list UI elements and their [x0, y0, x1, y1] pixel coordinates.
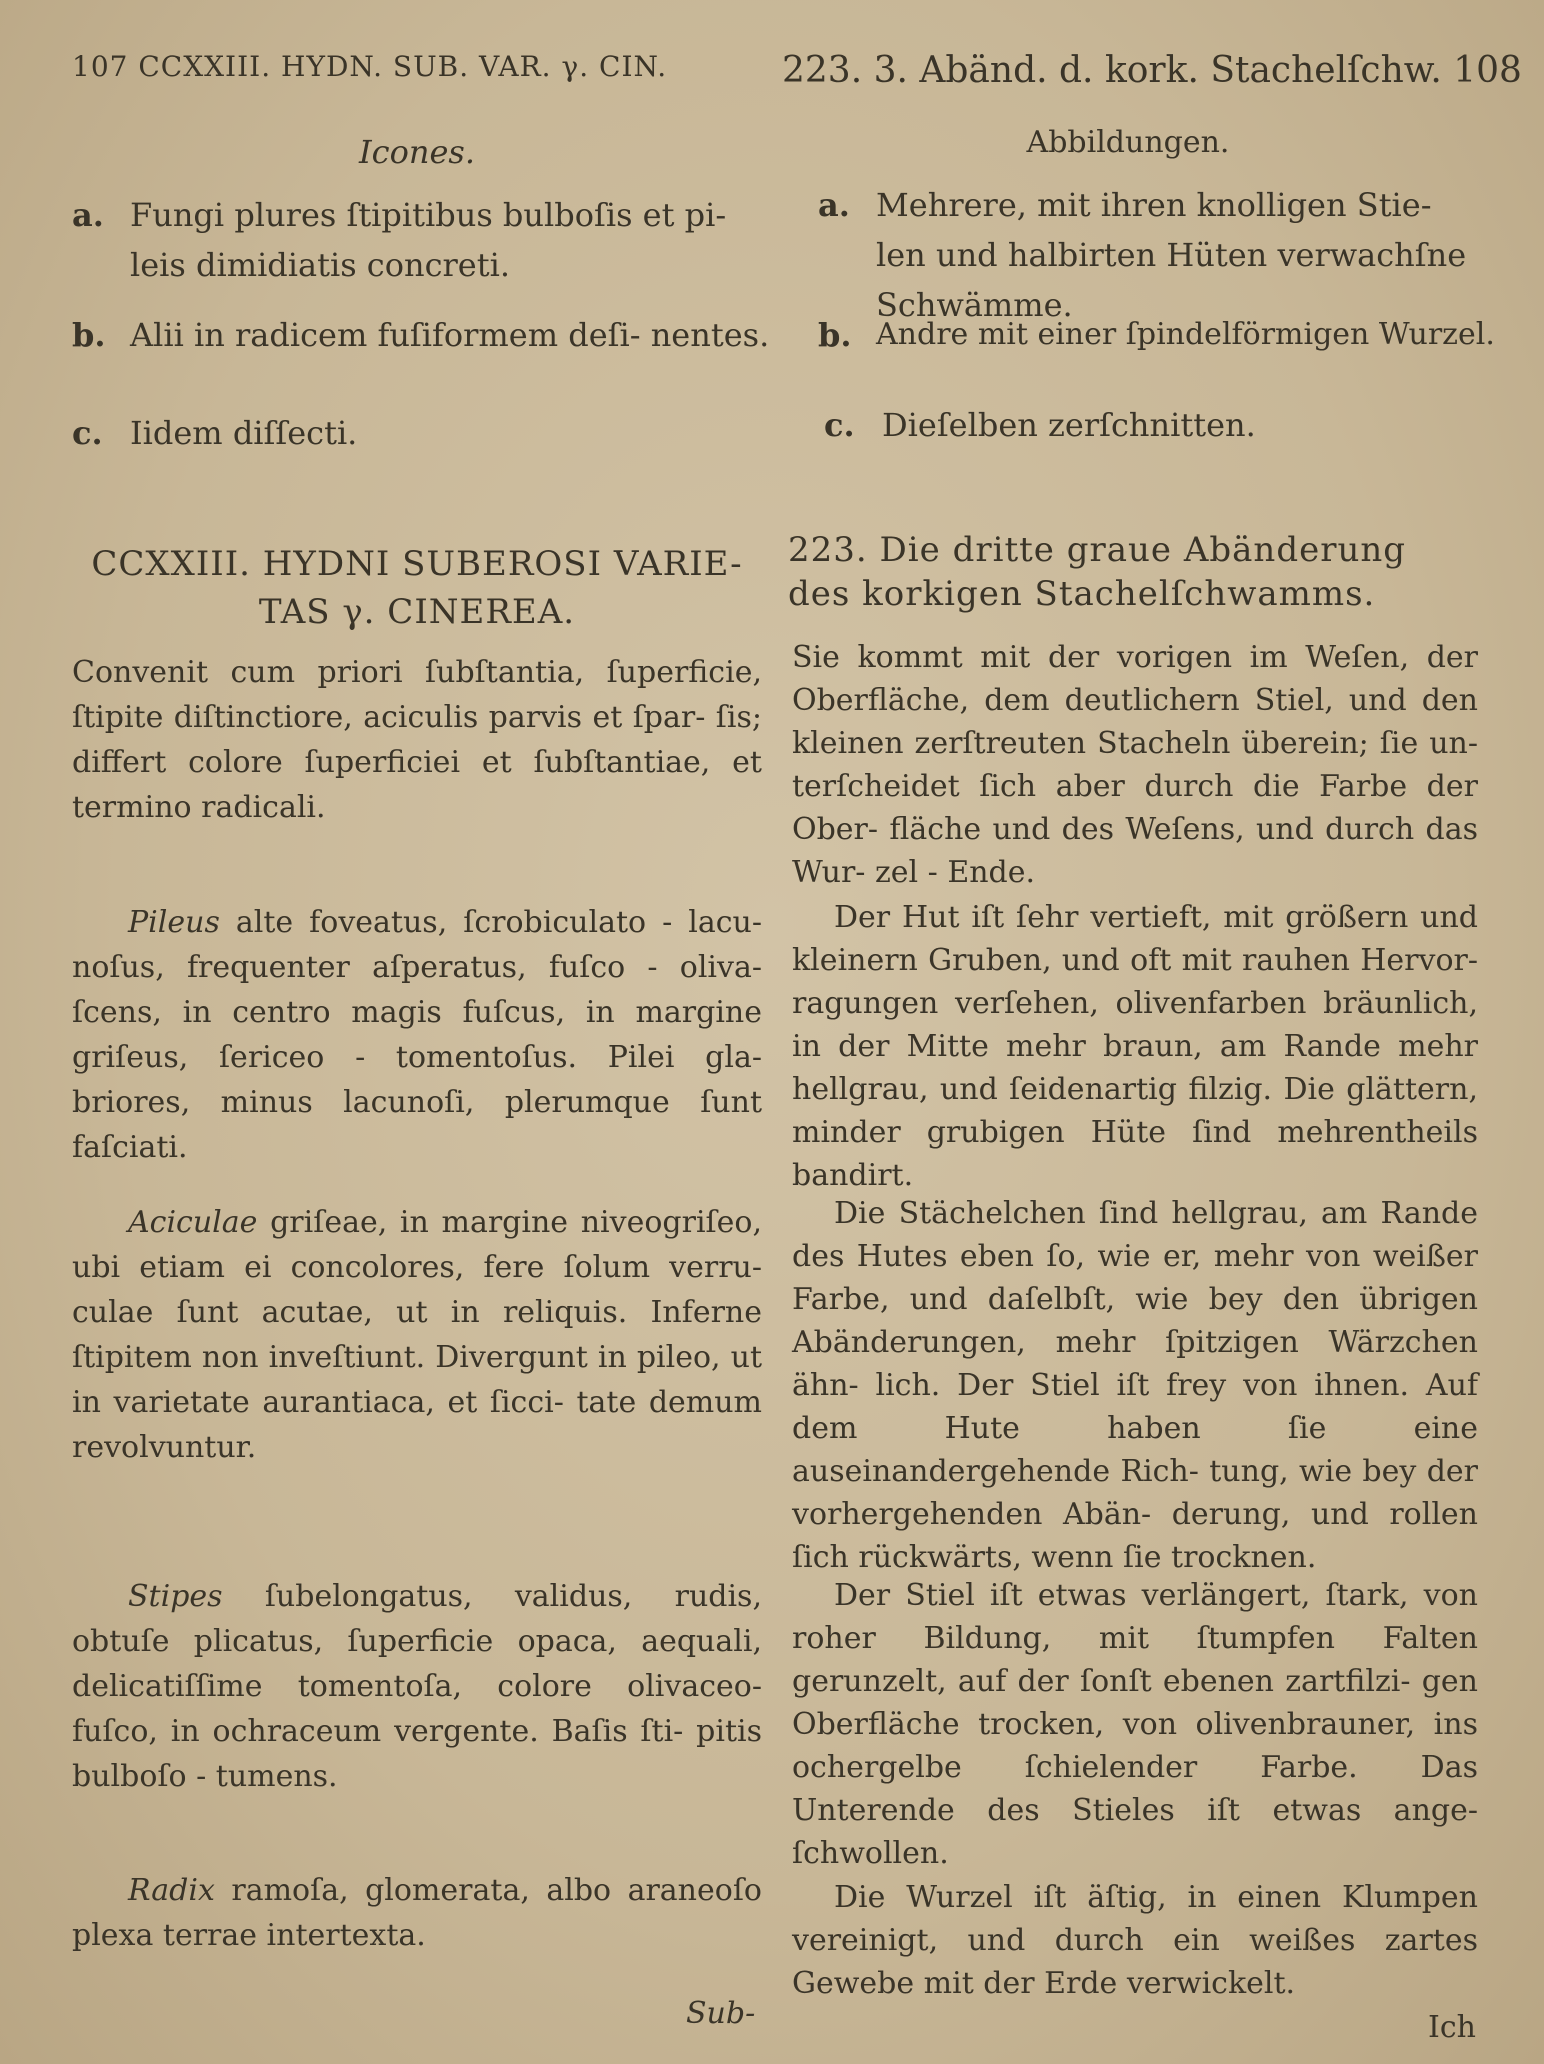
running-header-right: 223. 3. Abänd. d. kork. Stachelſchw. 108	[782, 50, 1522, 91]
paragraph-text: Der Hut iſt ſehr vertieft, mit größern und kleinern Gruben, und oft mit rauhen Hervor- ragungen verſehen, olivenfarben bräunlich, in der Mitte mehr braun, am Rande mehr hellgrau, und ſeidenartig filzig. Die glättern, minder grubigen Hüte ſind mehrentheils bandirt.	[792, 900, 1478, 1193]
paragraph-stiel	[792, 1574, 1478, 1875]
plate-item-b-de	[818, 310, 1495, 360]
term-stipes: Stipes	[128, 1579, 223, 1614]
paragraph-aciculae	[72, 1200, 762, 1470]
paragraph-text: ſubelongatus, validus, rudis, obtuſe plicatus, ſuperficie opaca, aequali, delicatiſſime tomentoſa, colore olivaceo- fuſco, in ochraceum vergente. Baſis ſti- pitis bulboſo - tumens.	[72, 1579, 762, 1794]
abbildungen-heading: Abbildungen.	[1026, 125, 1230, 160]
paragraph-text: Die Wurzel iſt äſtig, in einen Klumpen vereinigt, und durch ein weißes zartes Gewebe mit der Erde verwickelt.	[792, 1880, 1478, 2001]
term-pileus: Pileus	[128, 905, 220, 940]
item-text: Dieſelben zerſchnitten.	[882, 406, 1256, 444]
item-label: a.	[818, 186, 850, 224]
item-label: c.	[72, 414, 103, 452]
item-text: Fungi plures ſtipitibus bulboſis et pi- leis dimidiatis concreti.	[130, 196, 727, 284]
item-text: Andre mit einer ſpindelförmigen Wurzel.	[876, 317, 1495, 352]
paragraph-text: Sie kommt mit der vorigen im Weſen, der Oberfläche, dem deutlichern Stiel, und den kleinen zerſtreuten Stacheln überein; ſie un- terſcheidet ſich aber durch die Farbe der Ober- fläche und des Weſens, und durch das Wur- zel - Ende.	[792, 640, 1478, 890]
catchword-left: Sub-	[686, 1996, 756, 2031]
paragraph-stipes	[72, 1574, 762, 1799]
plate-item-b	[72, 310, 770, 410]
item-text: Alii in radicem fuſiformem deſi- nentes.	[130, 316, 770, 354]
item-label: b.	[818, 316, 852, 354]
running-header-left: 107 CCXXIII. HYDN. SUB. VAR. γ. CIN.	[72, 50, 668, 83]
icones-heading: Icones.	[359, 133, 475, 171]
item-label: a.	[72, 196, 104, 234]
section-title-latin: CCXXIII. HYDNI SUBEROSI VARIE- TAS γ. CINEREA.	[91, 544, 743, 632]
plate-item-a-de	[818, 180, 1478, 324]
plate-item-c-de	[824, 400, 1484, 450]
paragraph-text: ramoſa, glomerata, albo araneoſo plexa terrae intertexta.	[72, 1873, 762, 1953]
term-radix: Radix	[128, 1873, 215, 1908]
catchword-right: Ich	[1428, 2010, 1476, 2045]
plate-item-a	[72, 190, 762, 290]
item-text: Iidem diſſecti.	[130, 414, 358, 452]
paragraph-pileus	[72, 900, 762, 1170]
paragraph-text: Die Stächelchen ſind hellgrau, am Rande des Hutes eben ſo, wie er, mehr von weißer Farbe, und daſelbſt, wie bey den übrigen Abänderungen, mehr ſpitzigen Wärzchen ähn- lich. Der Stiel iſt frey von ihnen. Auf dem Hute haben ſie eine auseinandergehende Rich- tung, wie bey der vorhergehenden Abän- derung, und rollen ſich rückwärts, wenn ſie trocknen.	[792, 1196, 1478, 1575]
paragraph-wurzel	[792, 1876, 1478, 2005]
term-aciculae: Aciculae	[128, 1205, 258, 1240]
paragraph-text: alte foveatus, ſcrobiculato - lacu- noſus, frequenter aſperatus, fuſco - oliva- ſcens, in centro magis fuſcus, in margine griſeus, ſericeo - tomentoſus. Pilei gla- briores, minus lacunoſi, plerumque ſunt faſciati.	[72, 905, 762, 1165]
paragraph-text: griſeae, in margine niveogriſeo, ubi etiam ei concolores, fere ſolum verru- culae ſunt acutae, ut in reliquis. Inferne ſtipitem non inveſtiunt. Divergunt in pileo, ut in varietate aurantiaca, et ſicci- tate demum revolvuntur.	[72, 1205, 762, 1465]
paragraph-hut	[792, 896, 1478, 1197]
plate-item-c	[72, 408, 762, 458]
item-label: b.	[72, 316, 106, 354]
paragraph-text: Convenit cum priori ſubſtantia, ſuperficie, ſtipite diſtinctiore, aciculis parvis et ſpar- ſis; differt colore ſuperficiei et ſubſtantiae, et termino radicali.	[72, 655, 762, 825]
paragraph-staechelchen	[792, 1192, 1478, 1579]
section-title-german: 223. Die dritte graue Abänderung des korkigen Stachelſchwamms.	[788, 530, 1407, 614]
paragraph	[792, 636, 1478, 894]
item-label: c.	[824, 406, 855, 444]
paragraph	[72, 650, 762, 830]
item-text: Mehrere, mit ihren knolligen Stie- len und halbirten Hüten verwachſne Schwämme.	[876, 186, 1467, 324]
paragraph-text: Der Stiel iſt etwas verlängert, ſtark, von roher Bildung, mit ſtumpfen Falten gerunzelt, auf der ſonſt ebenen zartfilzi- gen Oberfläche trocken, von olivenbrauner, ins ochergelbe ſchielender Farbe. Das Unterende des Stieles iſt etwas ange- ſchwollen.	[792, 1578, 1478, 1871]
paragraph-radix	[72, 1868, 762, 1958]
